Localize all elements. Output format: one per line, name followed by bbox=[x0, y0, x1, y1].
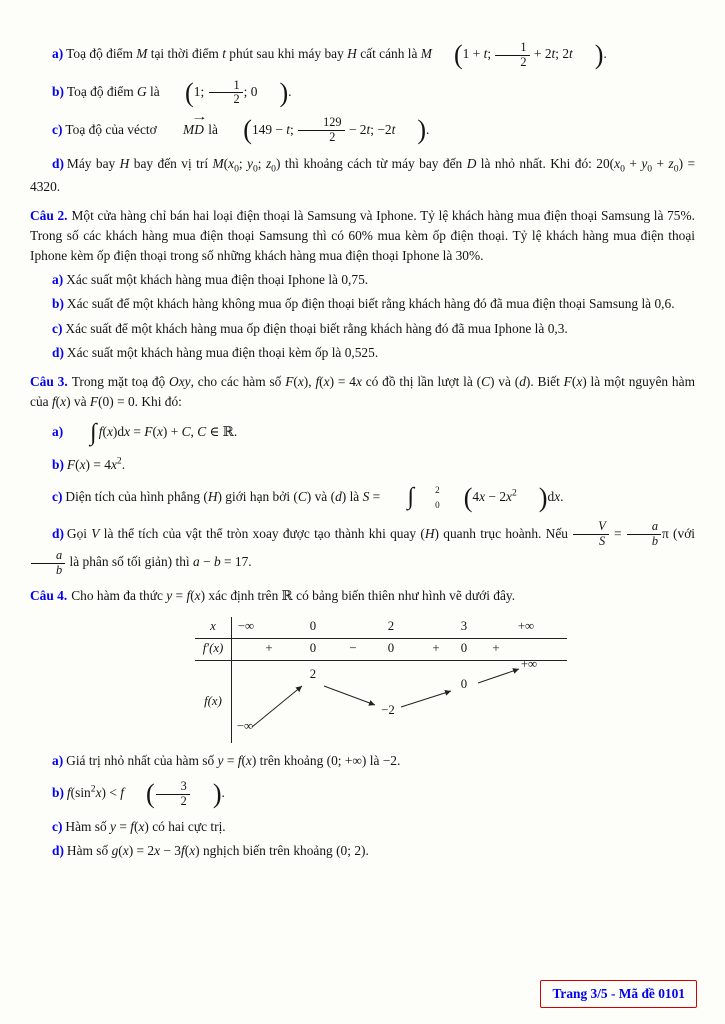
item-label: c) bbox=[52, 819, 63, 835]
table-row-fprime bbox=[195, 639, 567, 661]
row-label bbox=[195, 617, 232, 638]
item-content: Toạ độ của véctơ → MD là (149 − t; $\frac{129}{2}$ − 2t; −2t ). bbox=[65, 112, 430, 146]
q2-item-a bbox=[30, 270, 695, 290]
item-content: Diện tích của hình phẳng (H) giới hạn bởi (C) và (d) là S = ∫ 2 0 ($4x - 2x^2$ )dx. bbox=[65, 481, 564, 513]
q4-item-d bbox=[30, 841, 695, 861]
item-content: $f(\sin^2x) < f$ ( $\frac{3}{2}$ ). bbox=[66, 778, 225, 809]
q4-item-c bbox=[30, 817, 695, 837]
x-value: −∞ bbox=[237, 618, 255, 633]
q1-item-c bbox=[30, 112, 695, 146]
fraction: $\frac{a}{b}$ bbox=[30, 549, 66, 578]
fraction: $\frac{V}{S}$ bbox=[572, 520, 610, 549]
question-text: Một cửa hàng chỉ bán hai loại điện thoại là Samsung và Iphone. Tỷ lệ khách hàng mua điện thoại Samsung là 75%. Trong số các khách hàng mua điện thoại Samsung thì có 60% mua kèm ốp điện thoại. Tỷ lệ khách hàng mua điện thoại Iphone kèm ốp điện thoại trong số những khách hàng mua điện thoại Iphone là 30%. bbox=[30, 208, 695, 264]
question-label: Câu 3. bbox=[30, 373, 68, 389]
q4-item-a bbox=[30, 751, 695, 771]
fraction: $\frac{1}{2}$ bbox=[208, 79, 244, 108]
integral-icon: ∫ bbox=[90, 420, 97, 446]
item-label: d) bbox=[52, 525, 64, 541]
item-label: b) bbox=[52, 456, 64, 472]
fraction: $\frac{1}{2}$ bbox=[494, 41, 530, 70]
question-1-options bbox=[30, 41, 695, 197]
variation-table bbox=[195, 617, 567, 743]
item-content: Toạ độ điểm M tại thời điểm t phút sau khi máy bay H cất cánh là M (1 + t; $\frac{1}{2}$ + 2t; 2t ). bbox=[66, 39, 607, 70]
integral-icon: ∫ bbox=[407, 484, 415, 511]
item-label: a) bbox=[52, 46, 64, 62]
q1-item-a bbox=[30, 41, 695, 70]
question-label: Câu 2. bbox=[30, 208, 68, 224]
q4-heading bbox=[30, 586, 695, 606]
q3-heading bbox=[30, 372, 695, 412]
item-content: ∫ f(x)dx = F(x) + C, C ∈ ℝ. bbox=[66, 424, 237, 439]
item-label: a) bbox=[52, 424, 64, 440]
fprime-sign: 0 bbox=[309, 640, 317, 655]
variation-arrows bbox=[232, 661, 567, 743]
item-content: Xác suất một khách hàng mua điện thoại Iphone là 0,75. bbox=[66, 272, 369, 288]
integral: ∫ 2 0 bbox=[386, 484, 440, 512]
q2-heading bbox=[30, 206, 695, 266]
fprime-sign: 0 bbox=[387, 640, 395, 655]
question-4 bbox=[30, 586, 695, 861]
page-footer bbox=[540, 980, 697, 1008]
q1-item-d bbox=[30, 154, 695, 197]
f-label: f(x) bbox=[204, 693, 222, 708]
table-row-f bbox=[195, 656, 567, 743]
item-content: Xác suất một khách hàng mua điện thoại kèm ốp là 0,525. bbox=[66, 344, 379, 360]
item-label: c) bbox=[52, 320, 63, 336]
fraction: $\frac{a}{b}$ bbox=[626, 520, 662, 549]
question-label: Câu 4. bbox=[30, 588, 68, 604]
item-label: c) bbox=[52, 488, 63, 504]
f-value-min: −2 bbox=[381, 702, 395, 717]
f-value-mid: 0 bbox=[460, 676, 468, 691]
f-variation-area bbox=[232, 656, 567, 743]
integral bbox=[68, 421, 97, 445]
item-content: $F(x) = 4x^2$. bbox=[66, 455, 126, 472]
fraction: $\frac{129}{2}$ bbox=[297, 116, 345, 145]
item-label: b) bbox=[52, 83, 64, 99]
item-content: Hàm số g(x) = 2x − 3f(x) nghịch biến trên khoảng (0; 2). bbox=[66, 843, 369, 859]
x-value: +∞ bbox=[517, 618, 535, 633]
f-value-start: −∞ bbox=[236, 718, 254, 733]
table-row-x bbox=[195, 617, 567, 639]
item-label: b) bbox=[52, 785, 64, 801]
item-content: Hàm số y = f(x) có hai cực trị. bbox=[65, 819, 226, 835]
item-label: b) bbox=[52, 296, 64, 312]
f-value-max1: 2 bbox=[309, 666, 317, 681]
f-value-end: +∞ bbox=[520, 656, 538, 671]
q3-item-a bbox=[30, 421, 695, 445]
item-label: a) bbox=[52, 752, 64, 768]
fprime-label: f′(x) bbox=[202, 641, 224, 656]
q3-item-b bbox=[30, 454, 695, 475]
item-content: Xác suất để một khách hàng không mua ốp điện thoại biết rằng khách hàng đó đã mua điện thoại Samsung là 0,6. bbox=[66, 296, 675, 312]
q3-item-d bbox=[30, 520, 695, 577]
x-label: x bbox=[210, 619, 216, 634]
x-values bbox=[232, 617, 567, 638]
item-content: Gọi V là thể tích của vật thể tròn xoay được tạo thành khi quay (H) quanh trục hoành. Nếu $\frac{V}{S}$ = $\frac{a}{b}$ π (với $\frac{a}{b}$ là phân số tối giản) thì a − b = 17. bbox=[30, 526, 695, 570]
q2-item-d bbox=[30, 343, 695, 363]
fraction: $\frac{3}{2}$ bbox=[155, 780, 191, 809]
question-3 bbox=[30, 372, 695, 578]
fprime-sign: − bbox=[349, 640, 357, 655]
item-label: d) bbox=[52, 843, 64, 859]
question-text: Cho hàm đa thức y = f(x) xác định trên ℝ có bảng biến thiên như hình vẽ dưới đây. bbox=[71, 588, 516, 604]
vector: → MD bbox=[161, 117, 204, 140]
row-label bbox=[195, 661, 232, 743]
q1-item-b bbox=[30, 79, 695, 108]
page-footer-text: Trang 3/5 - Mã đề 0101 bbox=[552, 985, 685, 1001]
item-content: Xác suất để một khách hàng mua ốp điện thoại biết rằng khách hàng đó đã mua Iphone là 0,3. bbox=[65, 320, 568, 336]
item-label: c) bbox=[52, 121, 63, 137]
x-value: 0 bbox=[309, 618, 317, 633]
item-label: a) bbox=[52, 272, 64, 288]
fprime-sign: + bbox=[265, 640, 273, 655]
row-label bbox=[195, 639, 232, 660]
x-value: 2 bbox=[387, 618, 395, 633]
x-value: 3 bbox=[460, 618, 468, 633]
item-content: Toạ độ điểm G là (1; $\frac{1}{2}$ ; 0 ). bbox=[66, 77, 292, 108]
fprime-sign: + bbox=[492, 640, 500, 655]
fprime-sign: 0 bbox=[460, 640, 468, 655]
q2-item-c bbox=[30, 319, 695, 339]
item-content: Máy bay H bay đến vị trí $M(x_0$; $y_0$; $z_0$) thì khoảng cách từ máy bay đến D là nhỏ nhất. Khi đó: $20(x_0 + y_0 + z_0) = 4320$. bbox=[30, 155, 696, 194]
question-text: Trong mặt toạ độ Oxy, cho các hàm số F(x), f(x) = 4x có đồ thị lần lượt là (C) và (d). Biết F(x) là một nguyên hàm của f(x) và F(0) = 0. Khi đó: bbox=[30, 373, 695, 409]
item-label: d) bbox=[52, 344, 64, 360]
item-label: d) bbox=[52, 155, 64, 171]
question-2 bbox=[30, 206, 695, 363]
q4-item-b bbox=[30, 780, 695, 809]
item-content: Giá trị nhỏ nhất của hàm số y = f(x) trên khoảng (0; +∞) là −2. bbox=[66, 752, 401, 768]
fprime-sign: + bbox=[432, 640, 440, 655]
q3-item-c bbox=[30, 481, 695, 513]
fprime-values bbox=[232, 639, 567, 660]
vector-arrow-icon: → bbox=[191, 112, 209, 124]
q2-item-b bbox=[30, 294, 695, 314]
